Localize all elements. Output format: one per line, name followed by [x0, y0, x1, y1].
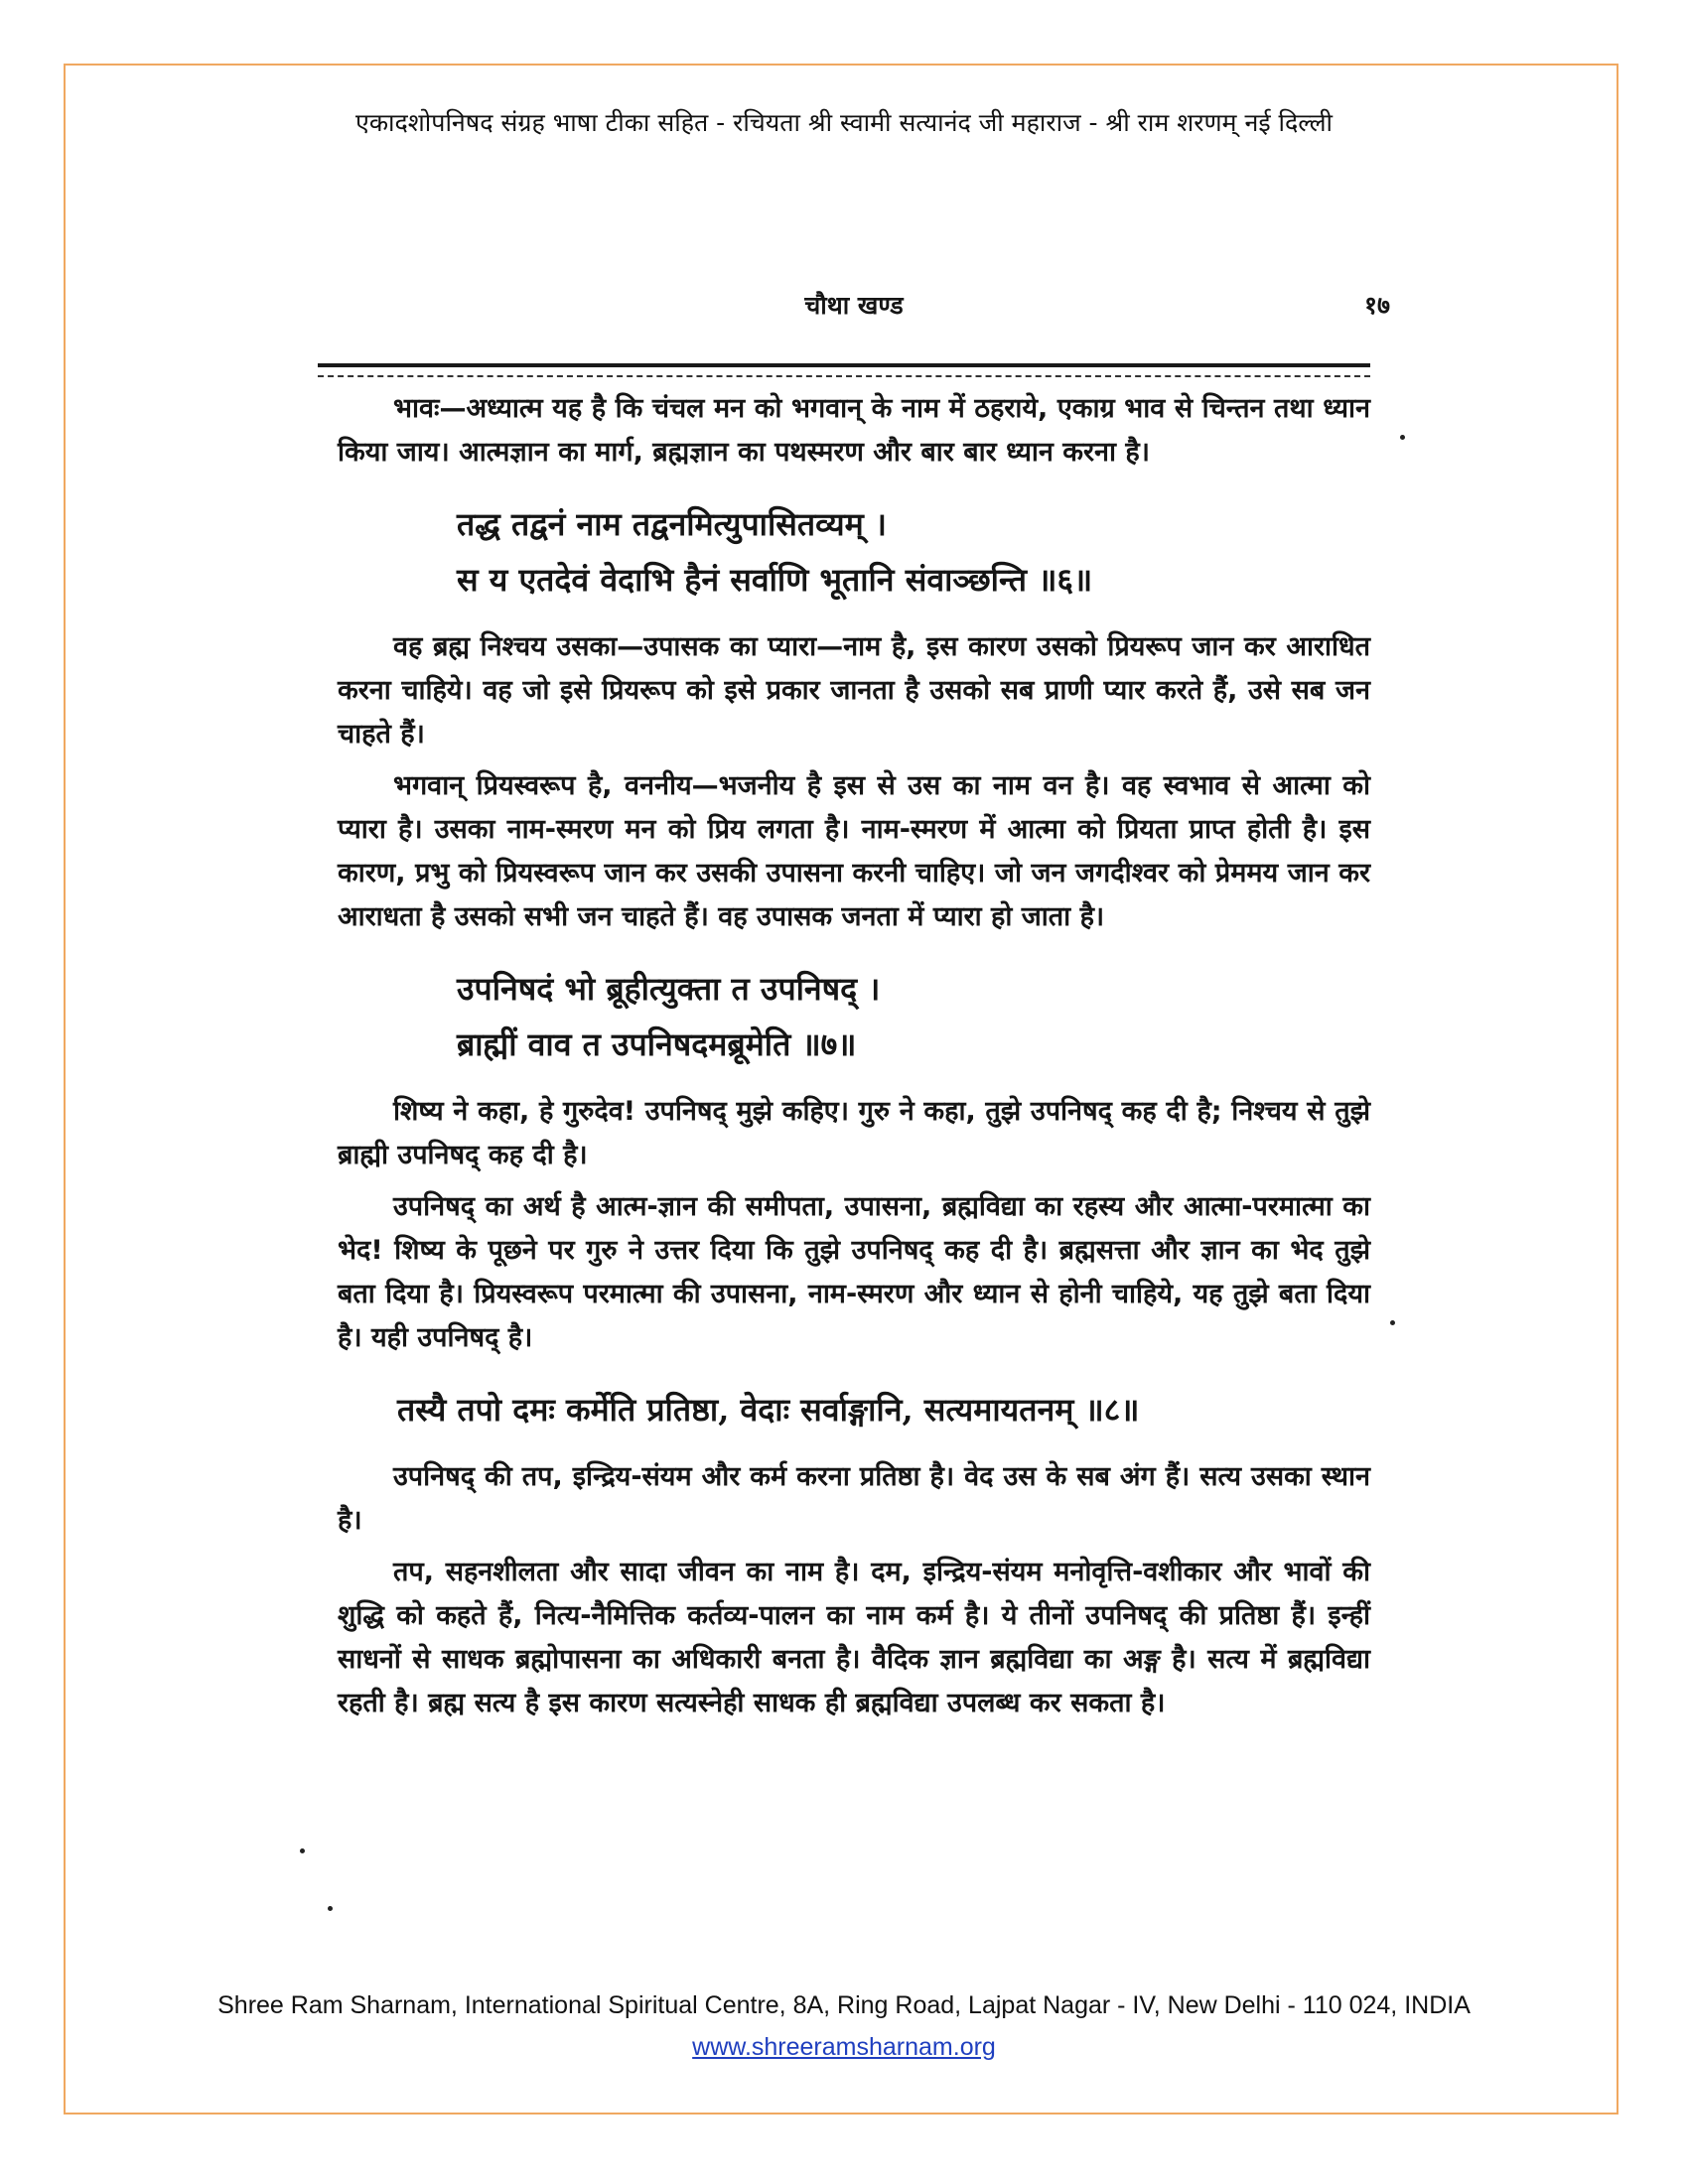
paragraph-commentary-7: उपनिषद् का अर्थ है आत्म-ज्ञान की समीपता, उपासना, ब्रह्मविद्या का रहस्य और आत्मा-परमात्मा का भेद! शिष्य के पूछने पर गुरु ने उत्तर दिया कि तुझे उपनिषद् कह दी है। ब्रह्मसत्ता और ज्ञान का भेद तुझे बता दिया है। प्रियस्वरूप परमात्मा की उपासना, नाम-स्मरण और ध्यान से होनी चाहिये, यह तुझे बता दिया है। यही उपनिषद् है।: [338, 1191, 1370, 1353]
section-title: चौथा खण्ड: [804, 291, 904, 320]
verse-7: [457, 961, 1370, 1072]
book-page-header: [318, 288, 1390, 328]
paragraph-meaning-1: भावः—अध्यात्म यह है कि चंचल मन को भगवान् के नाम में ठहराये, एकाग्र भाव से चिन्तन तथा ध्यान किया जाय। आत्मज्ञान का मार्ग, ब्रह्मज्ञान का पथस्मरण और बार बार ध्यान करना है।: [338, 393, 1370, 468]
paragraph-translation-6: वह ब्रह्म निश्चय उसका—उपासक का प्यारा—नाम है, इस कारण उसको प्रियरूप जान कर आराधित करना चाहिये। वह जो इसे प्रियरूप को इसे प्रकार जानता है उसको सब प्राणी प्यार करते हैं, उसे सब जन चाहते हैं।: [338, 631, 1370, 750]
document-header: एकादशोपनिषद संग्रह भाषा टीका सहित - रचियता श्री स्वामी सत्यानंद जी महाराज - श्री राम शरणम् नई दिल्ली: [355, 108, 1333, 137]
scan-speck: [300, 1848, 305, 1853]
scan-speck: [1400, 435, 1405, 440]
page-body: [338, 387, 1370, 1725]
header-rule: [318, 363, 1370, 377]
verse-6-line-2: स य एतदेवं वेदाभि हैनं सर्वाणि भूतानि संवाञ्छन्ति ॥६॥: [457, 561, 1093, 599]
paragraph-commentary-8: तप, सहनशीलता और सादा जीवन का नाम है। दम, इन्द्रिय-संयम मनोवृत्ति-वशीकार और भावों की शुद्धि को कहते हैं, नित्य-नैमित्तिक कर्तव्य-पालन का नाम कर्म है। ये तीनों उपनिषद् की प्रतिष्ठा हैं। इन्हीं साधनों से साधक ब्रह्मोपासना का अधिकारी बनता है। वैदिक ज्ञान ब्रह्मविद्या का अङ्ग है। सत्य में ब्रह्मविद्या रहती है। ब्रह्म सत्य है इस कारण सत्यस्नेही साधक ही ब्रह्मविद्या उपलब्ध कर सकता है।: [338, 1557, 1370, 1718]
page-number: १७: [1363, 291, 1390, 320]
paragraph-translation-7: शिष्य ने कहा, हे गुरुदेव! उपनिषद् मुझे कहिए। गुरु ने कहा, तुझे उपनिषद् कह दी है; निश्चय से तुझे ब्राह्मी उपनिषद् कह दी है।: [338, 1096, 1370, 1170]
verse-8-line-1: तस्यै तपो दमः कर्मेति प्रतिष्ठा, वेदाः सर्वाङ्गानि, सत्यमायतनम् ॥८॥: [397, 1391, 1140, 1429]
website-link[interactable]: www.shreeramsharnam.org: [692, 2033, 996, 2061]
paragraph-commentary-6: भगवान् प्रियस्वरूप है, वननीय—भजनीय है इस से उस का नाम वन है। वह स्वभाव से आत्मा को प्यारा है। उसका नाम-स्मरण मन को प्रिय लगता है। नाम-स्मरण में आत्मा को प्रियता प्राप्त होती है। इस कारण, प्रभु को प्रियस्वरूप जान कर उसकी उपासना करनी चाहिए। जो जन जगदीश्वर को प्रेममय जान कर आराधता है उसको सभी जन चाहते हैं। वह उपासक जनता में प्यारा हो जाता है।: [338, 770, 1370, 932]
scan-speck: [328, 1906, 333, 1911]
footer-address: Shree Ram Sharnam, International Spiritual Centre, 8A, Ring Road, Lajpat Nagar - IV, New Delhi - 110 024, INDIA: [217, 1991, 1471, 2019]
scanned-page: [298, 238, 1410, 1976]
scan-speck: [1390, 1320, 1395, 1325]
verse-8: [397, 1382, 1370, 1437]
verse-7-line-1: उपनिषदं भो ब्रूहीत्युक्ता त उपनिषद् ।: [457, 970, 881, 1008]
verse-6-line-1: तद्ध तद्वनं नाम तद्वनमित्युपासितव्यम् ।: [457, 505, 888, 543]
verse-6: [457, 496, 1370, 608]
paragraph-translation-8: उपनिषद् की तप, इन्द्रिय-संयम और कर्म करना प्रतिष्ठा है। वेद उस के सब अंग हैं। सत्य उसका स्थान है।: [338, 1461, 1370, 1536]
verse-7-line-2: ब्राह्मीं वाव त उपनिषदमब्रूमेति ॥७॥: [457, 1025, 857, 1063]
footer-website: [0, 2033, 1688, 2062]
